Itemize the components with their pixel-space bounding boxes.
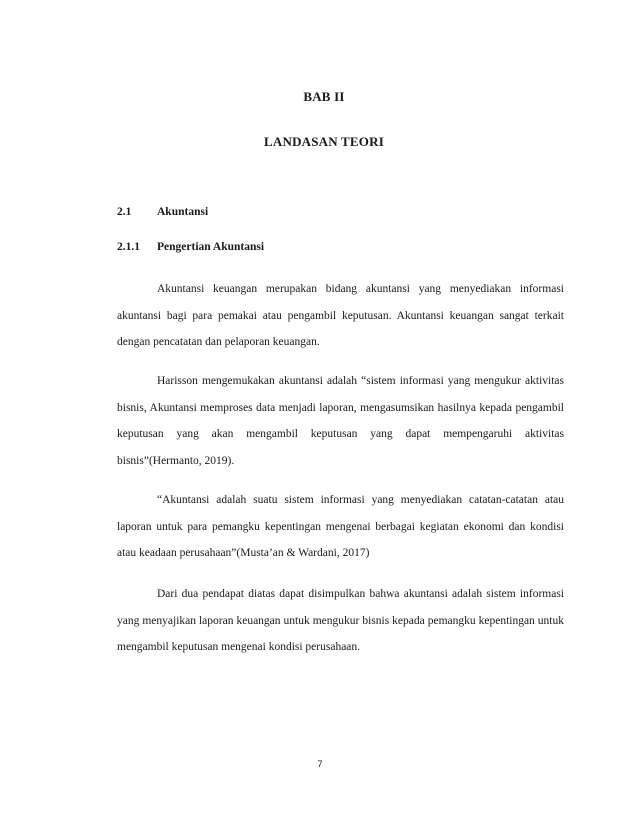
subsection-heading	[117, 241, 264, 253]
paragraph-block-1	[117, 276, 564, 356]
chapter-subtitle: LANDASAN TEORI	[264, 134, 384, 149]
page-number: 7	[317, 759, 323, 769]
chapter-title: BAB II	[303, 89, 345, 104]
paragraph: Akuntansi keuangan merupakan bidang akuntansi yang menyediakan informasi akuntansi bagi para pemakai atau pengambil keputusan. Akuntansi keuangan sangat terkait dengan pencatatan dan pelaporan keuangan.	[117, 283, 564, 348]
section-heading	[117, 206, 208, 218]
paragraph-block-2	[117, 368, 564, 474]
subsection-number: 2.1.1	[117, 241, 140, 253]
paragraph-block-4	[117, 581, 564, 661]
subsection-title: Pengertian Akuntansi	[157, 241, 265, 253]
paragraph: Harisson mengemukakan akuntansi adalah “sistem informasi yang mengukur aktivitas bisnis, Akuntansi memproses data menjadi laporan, mengasumsikan hasilnya kepada pengambil keputusan yang akan mengambil keputusan yang dapat mempengaruhi aktivitas bisnis”(Hermanto, 2019).	[117, 375, 564, 467]
section-number: 2.1	[117, 206, 132, 218]
paragraph: Dari dua pendapat diatas dapat disimpulkan bahwa akuntansi adalah sistem informasi yang menyajikan laporan keuangan untuk mengukur bisnis kepada pemangku kepentingan untuk mengambil keputusan mengenai kondisi perusahaan.	[117, 588, 564, 653]
section-title: Akuntansi	[157, 206, 209, 218]
paragraph: “Akuntansi adalah suatu sistem informasi yang menyediakan catatan-catatan atau laporan untuk para pemangku kepentingan mengenai berbagai kegiatan ekonomi dan kondisi atau keadaan perusahaan”(Musta’an & Wardani, 2017)	[117, 494, 564, 559]
paragraph-block-3	[117, 487, 564, 567]
